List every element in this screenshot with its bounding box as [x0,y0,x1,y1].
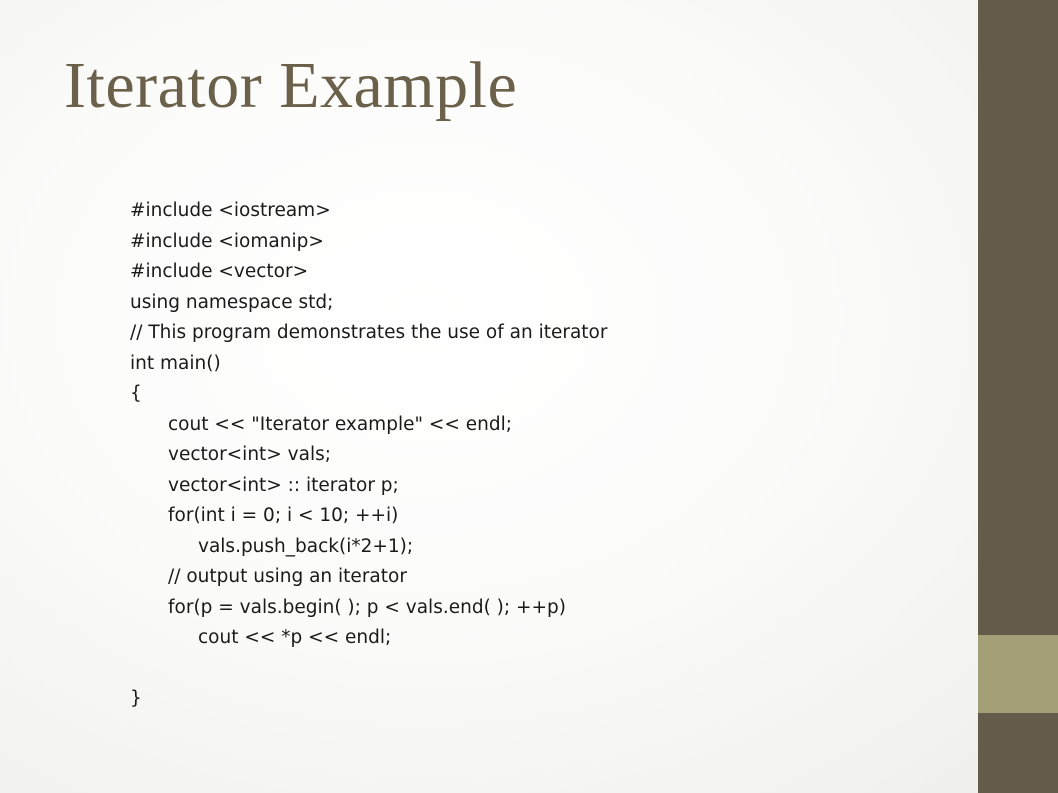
code-line: vector<int> vals; [168,444,331,465]
code-line: { [130,383,142,404]
code-line: vector<int> :: iterator p; [168,474,399,496]
code-line: for(p = vals.begin( ); p < vals.end( ); ++p) [168,596,566,618]
code-line: int main() [130,352,221,374]
code-comment-line: // output using an iterator [168,566,407,587]
code-line: } [130,688,142,709]
code-listing [130,196,607,715]
code-line: #include <iomanip> [130,230,324,252]
code-comment-line: // This program demonstrates the use of an iterator [130,322,608,343]
code-line: cout << "Iterator example" << endl; [168,413,512,435]
code-line: for(int i = 0; i < 10; ++i) [168,505,399,526]
code-line: cout << *p << endl; [198,627,392,648]
code-blank-line [130,654,607,685]
decorative-sidebar-accent [978,635,1058,713]
slide-title: Iterator Example [64,49,518,122]
code-line: vals.push_back(i*2+1); [198,535,414,557]
code-line: #include <iostream> [130,200,331,221]
code-line: using namespace std; [130,291,334,313]
code-line: #include <vector> [130,261,309,282]
